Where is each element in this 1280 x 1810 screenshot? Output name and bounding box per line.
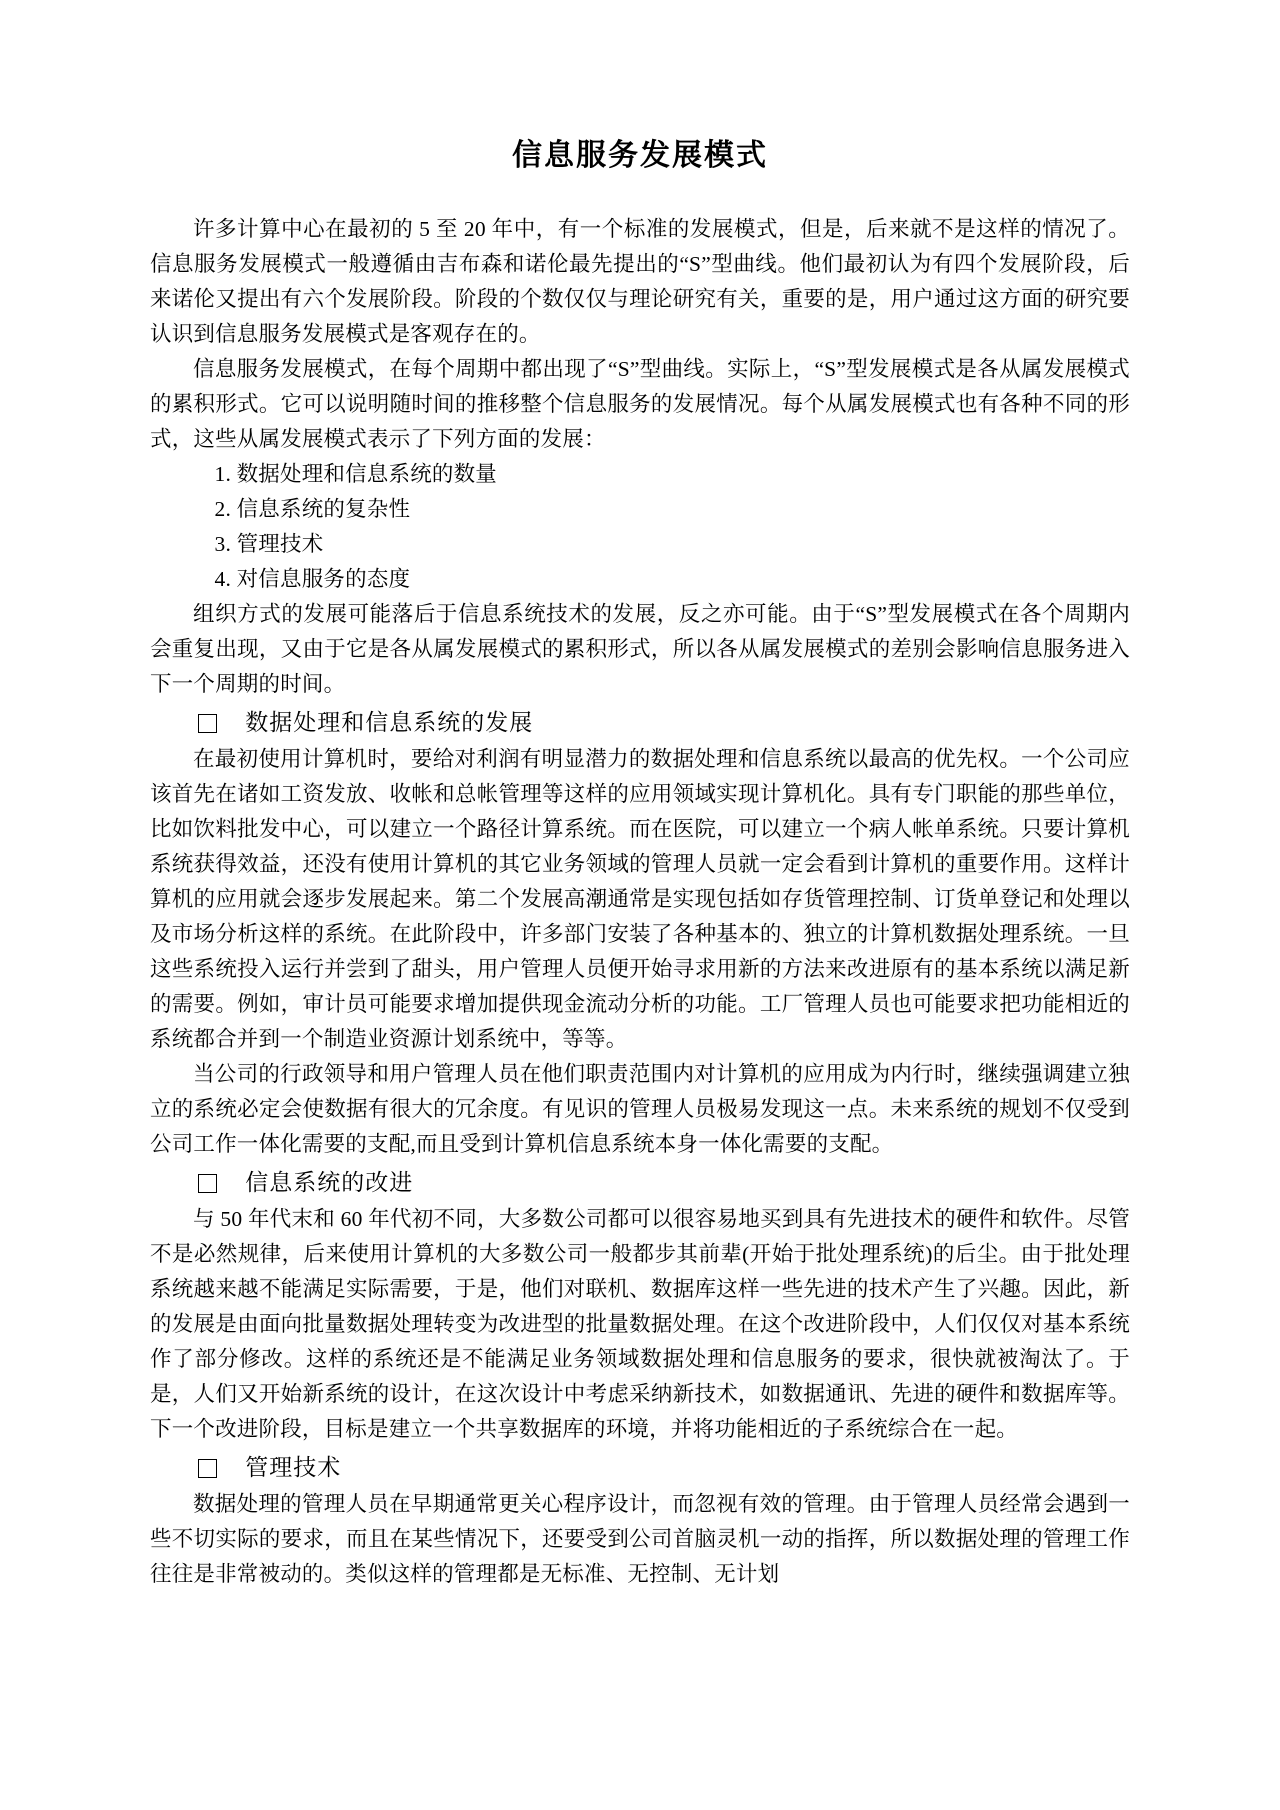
square-bullet-icon <box>198 1459 217 1478</box>
section-heading <box>150 1449 1130 1487</box>
paragraph: 组织方式的发展可能落后于信息系统技术的发展，反之亦可能。由于“S”型发展模式在各个周期内会重复出现，又由于它是各从属发展模式的累积形式，所以各从属发展模式的差别会影响信息服务进入下一个周期的时间。 <box>150 602 1130 696</box>
list-item: 4. 对信息服务的态度 <box>214 567 411 591</box>
list-item: 1. 数据处理和信息系统的数量 <box>214 462 498 486</box>
square-bullet-icon <box>198 714 217 733</box>
paragraph: 数据处理的管理人员在早期通常更关心程序设计，而忽视有效的管理。由于管理人员经常会遇到一些不切实际的要求，而且在某些情况下，还要受到公司首脑灵机一动的指挥，所以数据处理的管理工作往往是非常被动的。类似这样的管理都是无标准、无控制、无计划 <box>150 1492 1130 1586</box>
paragraph: 当公司的行政领导和用户管理人员在他们职责范围内对计算机的应用成为内行时，继续强调建立独立的系统必定会使数据有很大的冗余度。有见识的管理人员极易发现这一点。未来系统的规划不仅受到公司工作一体化需要的支配,而且受到计算机信息系统本身一体化需要的支配。 <box>150 1062 1130 1156</box>
paragraph: 与 50 年代末和 60 年代初不同，大多数公司都可以很容易地买到具有先进技术的硬件和软件。尽管不是必然规律，后来使用计算机的大多数公司一般都步其前辈(开始于批处理系统)的后尘。由于批处理系统越来越不能满足实际需要，于是，他们对联机、数据库这样一些先进的技术产生了兴趣。因此，新的发展是由面向批量数据处理转变为改进型的批量数据处理。在这个改进阶段中，人们仅仅对基本系统作了部分修改。这样的系统还是不能满足业务领域数据处理和信息服务的要求，很快就被淘汰了。于是，人们又开始新系统的设计，在这次设计中考虑采纳新技术，如数据通讯、先进的硬件和数据库等。下一个改进阶段，目标是建立一个共享数据库的环境，并将功能相近的子系统综合在一起。 <box>150 1207 1130 1441</box>
square-bullet-icon <box>198 1174 217 1193</box>
section-heading-label: 信息系统的改进 <box>245 1170 414 1196</box>
section-heading <box>150 704 1130 742</box>
list-item: 3. 管理技术 <box>214 532 324 556</box>
paragraph: 信息服务发展模式，在每个周期中都出现了“S”型曲线。实际上，“S”型发展模式是各从属发展模式的累积形式。它可以说明随时间的推移整个信息服务的发展情况。每个从属发展模式也有各种不同的形式，这些从属发展模式表示了下列方面的发展： <box>150 357 1130 451</box>
paragraph: 许多计算中心在最初的 5 至 20 年中，有一个标准的发展模式，但是，后来就不是这样的情况了。信息服务发展模式一般遵循由吉布森和诺伦最先提出的“S”型曲线。他们最初认为有四个发展阶段，后来诺伦又提出有六个发展阶段。阶段的个数仅仅与理论研究有关，重要的是，用户通过这方面的研究要认识到信息服务发展模式是客观存在的。 <box>150 217 1130 346</box>
page-title: 信息服务发展模式 <box>512 138 768 173</box>
section-heading-label: 管理技术 <box>245 1455 342 1481</box>
paragraph: 在最初使用计算机时，要给对利润有明显潜力的数据处理和信息系统以最高的优先权。一个公司应该首先在诸如工资发放、收帐和总帐管理等这样的应用领域实现计算机化。具有专门职能的那些单位，比如饮料批发中心，可以建立一个路径计算系统。而在医院，可以建立一个病人帐单系统。只要计算机系统获得效益，还没有使用计算机的其它业务领域的管理人员就一定会看到计算机的重要作用。这样计算机的应用就会逐步发展起来。第二个发展高潮通常是实现包括如存货管理控制、订货单登记和处理以及市场分析这样的系统。在此阶段中，许多部门安装了各种基本的、独立的计算机数据处理系统。一旦这些系统投入运行并尝到了甜头，用户管理人员便开始寻求用新的方法来改进原有的基本系统以满足新的需要。例如，审计员可能要求增加提供现金流动分析的功能。工厂管理人员也可能要求把功能相近的系统都合并到一个制造业资源计划系统中，等等。 <box>150 747 1130 1051</box>
section-heading-label: 数据处理和信息系统的发展 <box>245 710 534 736</box>
list-item: 2. 信息系统的复杂性 <box>214 497 411 521</box>
section-heading <box>150 1164 1130 1202</box>
